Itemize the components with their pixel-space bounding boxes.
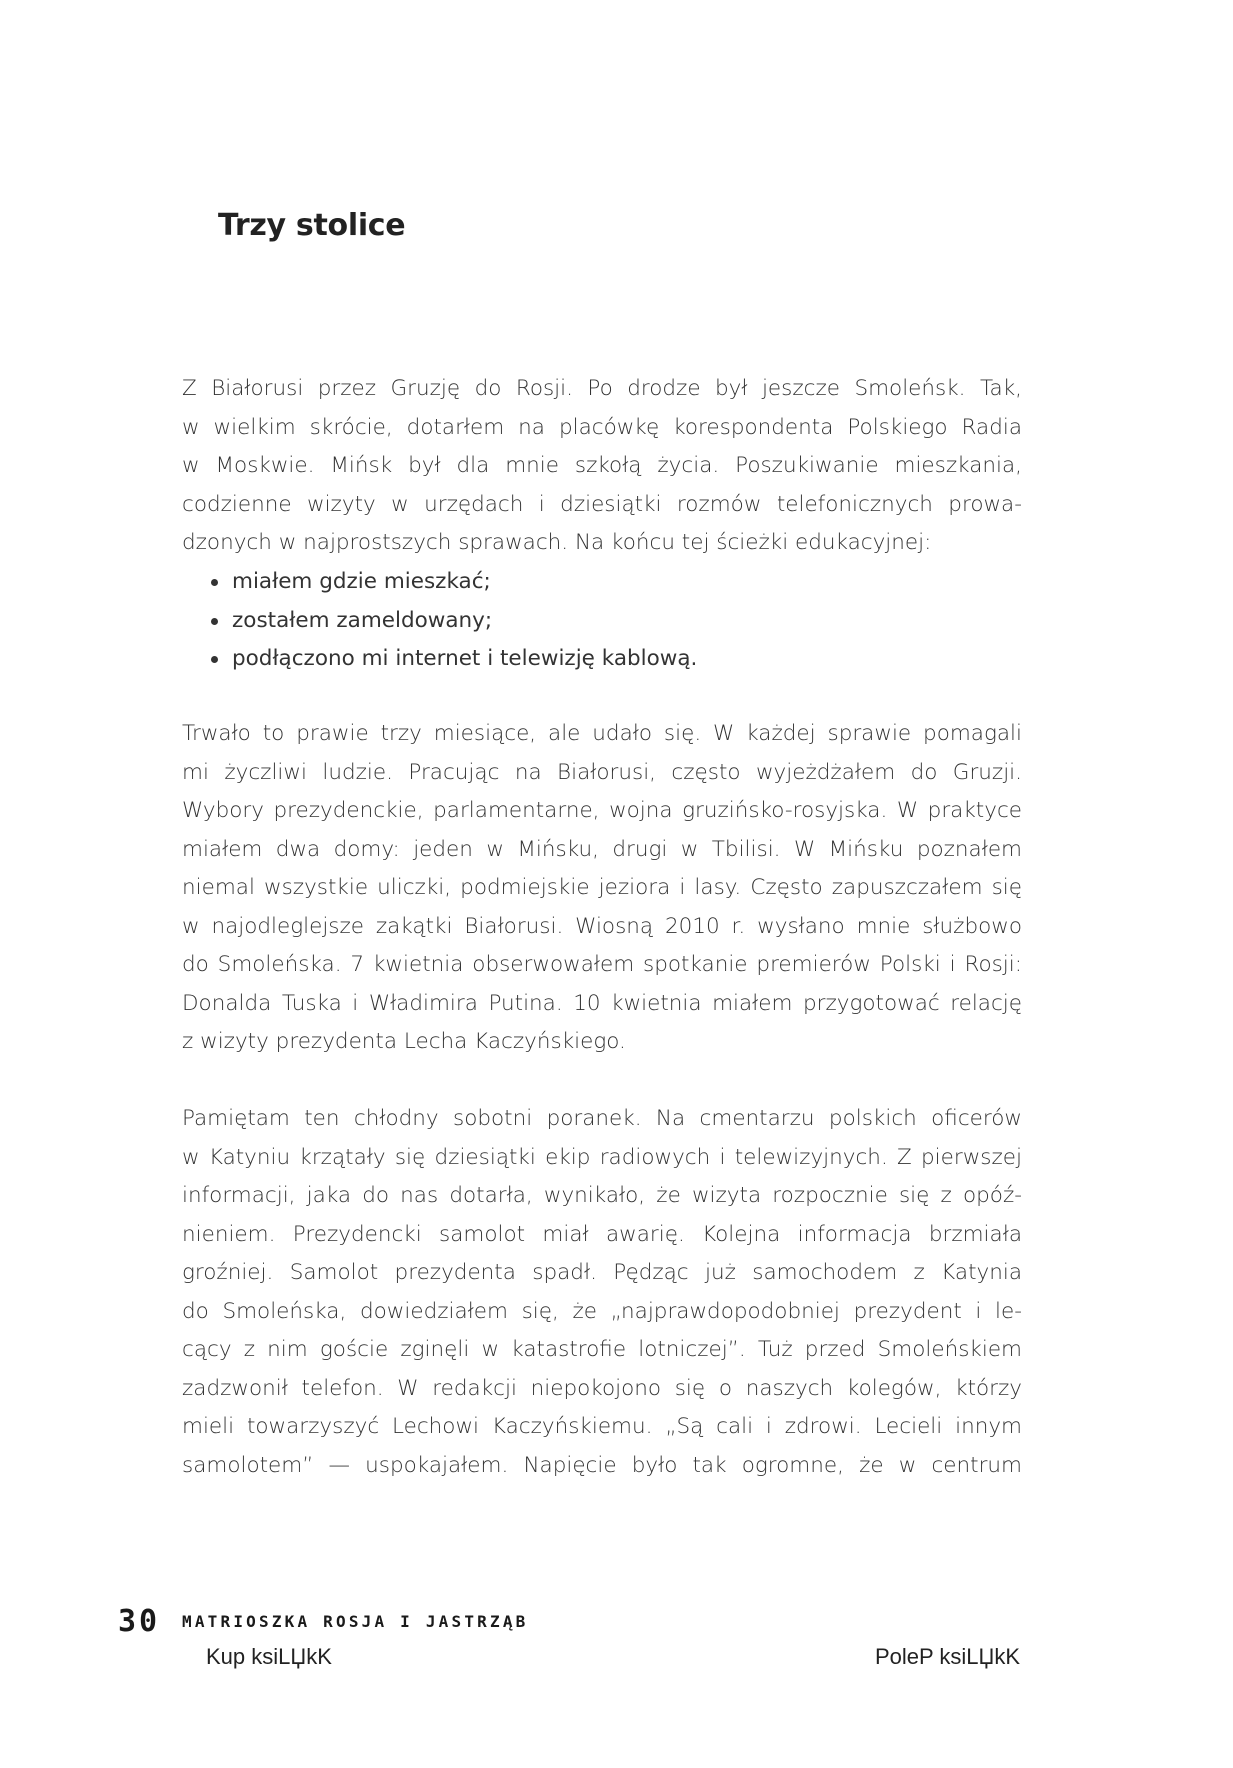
paragraph-2	[182, 715, 1022, 1062]
paragraph-1	[182, 370, 1022, 563]
text-line: miałem dwa domy: jeden w Mińsku, drugi w Tbilisi. W Mińsku poznałem	[182, 836, 1022, 862]
text-line: dzonych w najprostszych sprawach. Na końcu tej ścieżki edukacyjnej:	[182, 530, 932, 555]
text-line: do Smoleńska. 7 kwietnia obserwowałem spotkanie premierów Polski i Rosji:	[182, 952, 1022, 977]
text-line: w Katyniu krzątały się dziesiątki ekip radiowych i telewizyjnych. Z pierwszej	[182, 1144, 1022, 1170]
bullet-icon	[211, 618, 218, 625]
running-footer-title: MATRIOSZKA ROSJA I JASTRZĄB	[182, 1612, 529, 1631]
text-line: mieli towarzyszyć Lechowi Kaczyńskiemu. „Są cali i zdrowi. Lecieli innym	[182, 1414, 1022, 1439]
text-line: w Moskwie. Mińsk był dla mnie szkołą życia. Poszukiwanie mieszkania,	[182, 453, 1022, 478]
text-line: Pamiętam ten chłodny sobotni poranek. Na cmentarzu polskich oficerów	[182, 1106, 1022, 1131]
text-line: w wielkim skrócie, dotarłem na placówkę korespondenta Polskiego Radia	[182, 414, 1022, 440]
text-line: zadzwonił telefon. W redakcji niepokojono się o naszych kolegów, którzy	[182, 1375, 1022, 1401]
list-item-text: miałem gdzie mieszkać;	[232, 569, 491, 594]
text-line: nieniem. Prezydencki samolot miał awarię. Kolejna informacja brzmiała	[182, 1221, 1022, 1247]
text-line: Donalda Tuska i Władimira Putina. 10 kwietnia miałem przygotować relację	[182, 990, 1022, 1016]
text-line: informacji, jaka do nas dotarła, wynikało, że wizyta rozpocznie się z opóź-	[182, 1183, 1022, 1208]
text-line: Z Białorusi przez Gruzję do Rosji. Po drodze był jeszcze Smoleńsk. Tak,	[182, 376, 1022, 401]
buy-book-link[interactable]: Kup ksiLЏkK	[206, 1644, 332, 1669]
list-item	[208, 602, 697, 641]
text-line: codzienne wizyty w urzędach i dziesiątki rozmów telefonicznych prowa-	[182, 491, 1022, 517]
list-item	[208, 640, 697, 679]
text-line: samolotem” — uspokajałem. Napięcie było tak ogromne, że w centrum	[182, 1452, 1022, 1478]
page-number: 30	[118, 1604, 161, 1639]
text-line: do Smoleńska, dowiedziałem się, że „najprawdopodobniej prezydent i le-	[182, 1298, 1022, 1324]
text-line: mi życzliwi ludzie. Pracując na Białorusi, często wyjeżdżałem do Gruzji.	[182, 759, 1022, 785]
text-line: Wybory prezydenckie, parlamentarne, wojna gruzińsko-rosyjska. W praktyce	[182, 798, 1022, 823]
text-line: z wizyty prezydenta Lecha Kaczyńskiego.	[182, 1029, 626, 1054]
text-line: w najodleglejsze zakątki Białorusi. Wiosną 2010 r. wysłano mnie służbowo	[182, 913, 1022, 939]
recommend-book-link[interactable]: PoleP ksiLЏkK	[874, 1644, 1020, 1669]
text-line: groźniej. Samolot prezydenta spadł. Pędząc już samochodem z Katynia	[182, 1260, 1022, 1285]
text-line: niemal wszystkie uliczki, podmiejskie jeziora i lasy. Często zapuszczałem się	[182, 875, 1022, 900]
chapter-title: Trzy stolice	[218, 208, 406, 243]
bullet-icon	[211, 656, 218, 663]
bullet-list	[208, 563, 697, 679]
list-item-text: podłączono mi internet i telewizję kablową.	[232, 646, 698, 671]
list-item-text: zostałem zameldowany;	[232, 607, 493, 633]
text-line: cący z nim goście zginęli w katastrofie lotniczej”. Tuż przed Smoleńskiem	[182, 1337, 1022, 1362]
bullet-icon	[211, 579, 218, 586]
text-line: Trwało to prawie trzy miesiące, ale udało się. W każdej sprawie pomagali	[182, 721, 1022, 746]
list-item	[208, 563, 697, 602]
paragraph-3	[182, 1100, 1022, 1485]
